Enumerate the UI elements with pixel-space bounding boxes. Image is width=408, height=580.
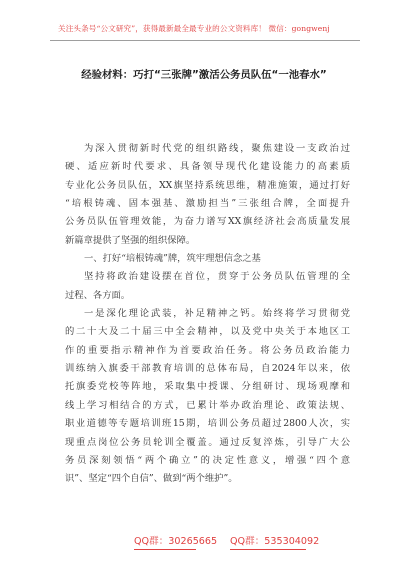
paragraph-line: 坚持将政治建设摆在首位，贯穿于公务员队伍管理的全 [84,271,350,283]
paragraph-line: 为深入贯彻新时代党的组织路线，聚焦建设一支政治过 [84,143,350,154]
paragraph-line: 作的重要指示精神作为首要政治任务。将公务员政治能力 [65,344,350,356]
paragraph-line: “培根铸魂、固本强基、激励担当”三张组合牌，全面提升 [65,198,350,210]
document-body [65,140,350,489]
paragraph-line: 训练纳入旗委干部教育培训的总体布局，自2024年以来，依 [65,363,350,375]
qq-group-link-1[interactable]: QQ群：30265665 [134,536,218,547]
paragraph-line: 过程、各方面。 [65,289,131,301]
paragraph-line: 现重点岗位公务员轮训全覆盖。通过反复淬炼，引导广大公 [65,436,350,448]
paragraph-line: 务员深刻领悟“两个确立”的决定性意义，增强“四个意 [65,454,350,466]
paragraph-line: 的二十大及二十届三中全会精神，以及党中央关于本地区工 [65,326,350,338]
paragraph-line: 专业化公务员队伍，XX旗坚持系统思维，精准施策，通过打好 [65,179,350,191]
paragraph-line: 线上学习相结合的方式，已累计举办政治理论、政策法规、 [65,399,350,411]
paragraph-line: 硬、适应新时代要求、具备领导现代化建设能力的高素质 [65,161,350,173]
paragraph-line: 新篇章提供了坚强的组织保障。 [65,234,196,246]
document-title: 经验材料：巧打“三张牌”激活公务员队伍“一池春水” [81,69,327,81]
qq-link-underline-2 [230,549,306,550]
section-heading: 一、打好“培根铸魂”牌，筑牢理想信念之基 [84,253,261,265]
paragraph-line: 识”、坚定“四个自信”、做到“两个维护”。 [65,473,238,485]
qq-group-link-2[interactable]: QQ群：535304092 [230,536,320,547]
paragraph-line: 托旗委党校等阵地，采取集中授课、分组研讨、现场观摩和 [65,381,350,393]
paragraph-line: 职业道德等专题培训班15期，培训公务员超过2800人次，实 [65,418,350,430]
paragraph-line: 一是深化理论武装，补足精神之钙。始终将学习贯彻党 [84,308,350,320]
promo-banner: 关注头条号“公文研究”，获得最新最全最专业的公文资料库！ 微信：gongwenj [58,24,330,33]
banner-divider [50,40,360,41]
qq-link-underline-1 [134,549,196,550]
paragraph-line: 公务员队伍管理效能，为奋力谱写XX旗经济社会高质量发展 [65,216,350,228]
